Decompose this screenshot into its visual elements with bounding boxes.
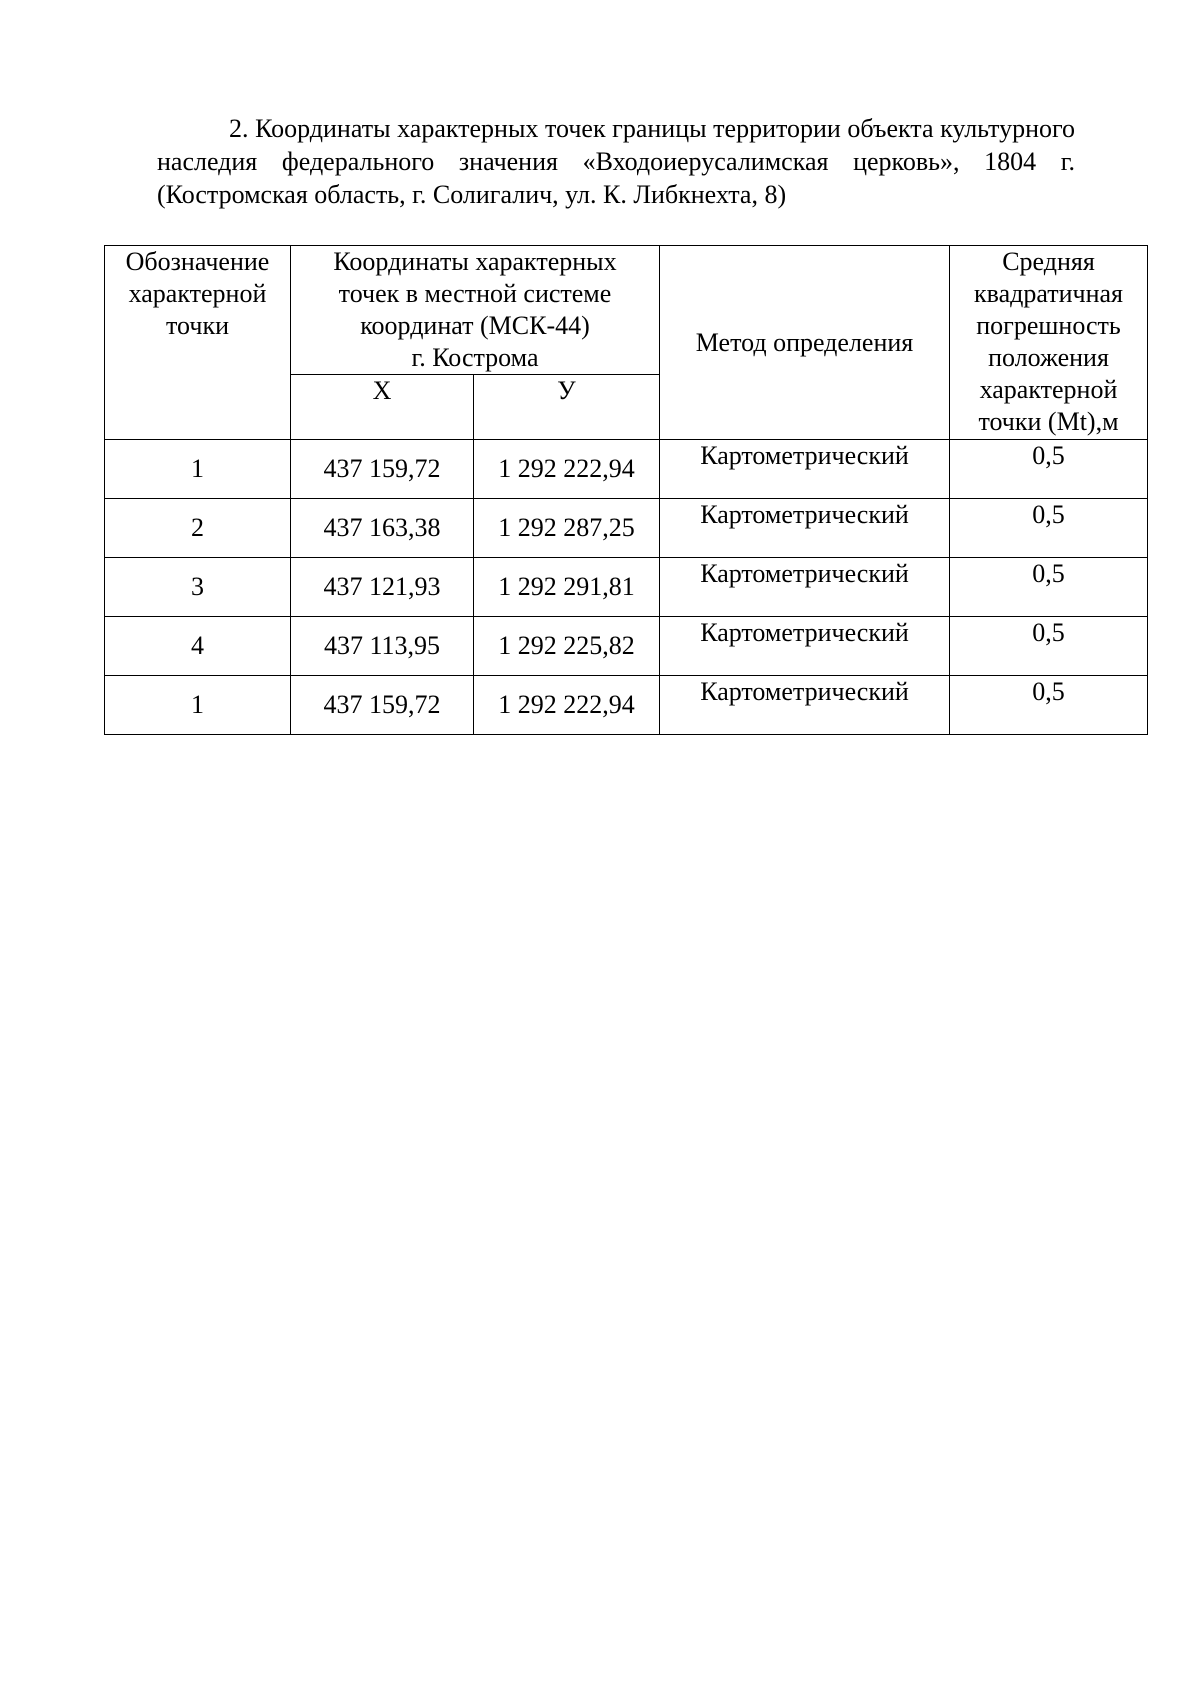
header-line: погрешность xyxy=(976,311,1121,340)
cell-method: Картометрический xyxy=(660,617,950,676)
coordinates-table xyxy=(104,245,1148,735)
header-line: характерной xyxy=(979,375,1118,404)
header-line: г. Кострома xyxy=(411,343,539,372)
cell-method: Картометрический xyxy=(660,499,950,558)
cell-method: Картометрический xyxy=(660,440,950,499)
cell-error: 0,5 xyxy=(950,558,1148,617)
header-line: Координаты характерных xyxy=(333,247,617,276)
cell-y: 1 292 291,81 xyxy=(474,558,660,617)
header-line: Обозначение xyxy=(125,247,270,276)
cell-point: 3 xyxy=(105,558,291,617)
header-line: положения xyxy=(988,343,1109,372)
cell-error: 0,5 xyxy=(950,617,1148,676)
cell-point: 1 xyxy=(105,676,291,735)
header-line: Средняя xyxy=(1002,247,1095,276)
header-line: точек в местной системе xyxy=(338,279,612,308)
section-heading: 2. Координаты характерных точек границы территории объекта культурного наследия федерального значения «Входоиерусалимская церковь», 1804 г. (Костромская область, г. Солигалич, ул. К. Либкнехта, 8) xyxy=(157,114,1075,209)
header-line: точки (Mt),м xyxy=(978,407,1119,436)
cell-x: 437 159,72 xyxy=(291,676,474,735)
cell-y: 1 292 222,94 xyxy=(474,676,660,735)
table-row xyxy=(105,440,1148,499)
cell-point: 1 xyxy=(105,440,291,499)
header-line: характерной xyxy=(128,279,267,308)
header-line: координат (МСК-44) xyxy=(360,311,590,340)
header-mean-square-error xyxy=(950,246,1148,440)
cell-point: 4 xyxy=(105,617,291,676)
cell-error: 0,5 xyxy=(950,440,1148,499)
cell-y: 1 292 225,82 xyxy=(474,617,660,676)
cell-error: 0,5 xyxy=(950,499,1148,558)
header-line: квадратичная xyxy=(974,279,1123,308)
cell-method: Картометрический xyxy=(660,676,950,735)
cell-method: Картометрический xyxy=(660,558,950,617)
header-method: Метод определения xyxy=(660,246,950,440)
cell-y: 1 292 222,94 xyxy=(474,440,660,499)
header-line: точки xyxy=(166,311,229,340)
cell-y: 1 292 287,25 xyxy=(474,499,660,558)
cell-x: 437 121,93 xyxy=(291,558,474,617)
table-row xyxy=(105,558,1148,617)
cell-point: 2 xyxy=(105,499,291,558)
table-row xyxy=(105,499,1148,558)
table-row xyxy=(105,617,1148,676)
cell-error: 0,5 xyxy=(950,676,1148,735)
cell-x: 437 113,95 xyxy=(291,617,474,676)
cell-x: 437 163,38 xyxy=(291,499,474,558)
cell-x: 437 159,72 xyxy=(291,440,474,499)
header-point-designation xyxy=(105,246,291,440)
header-x: X xyxy=(291,375,474,440)
table-row xyxy=(105,676,1148,735)
header-y: У xyxy=(474,375,660,440)
header-coordinates xyxy=(291,246,660,375)
